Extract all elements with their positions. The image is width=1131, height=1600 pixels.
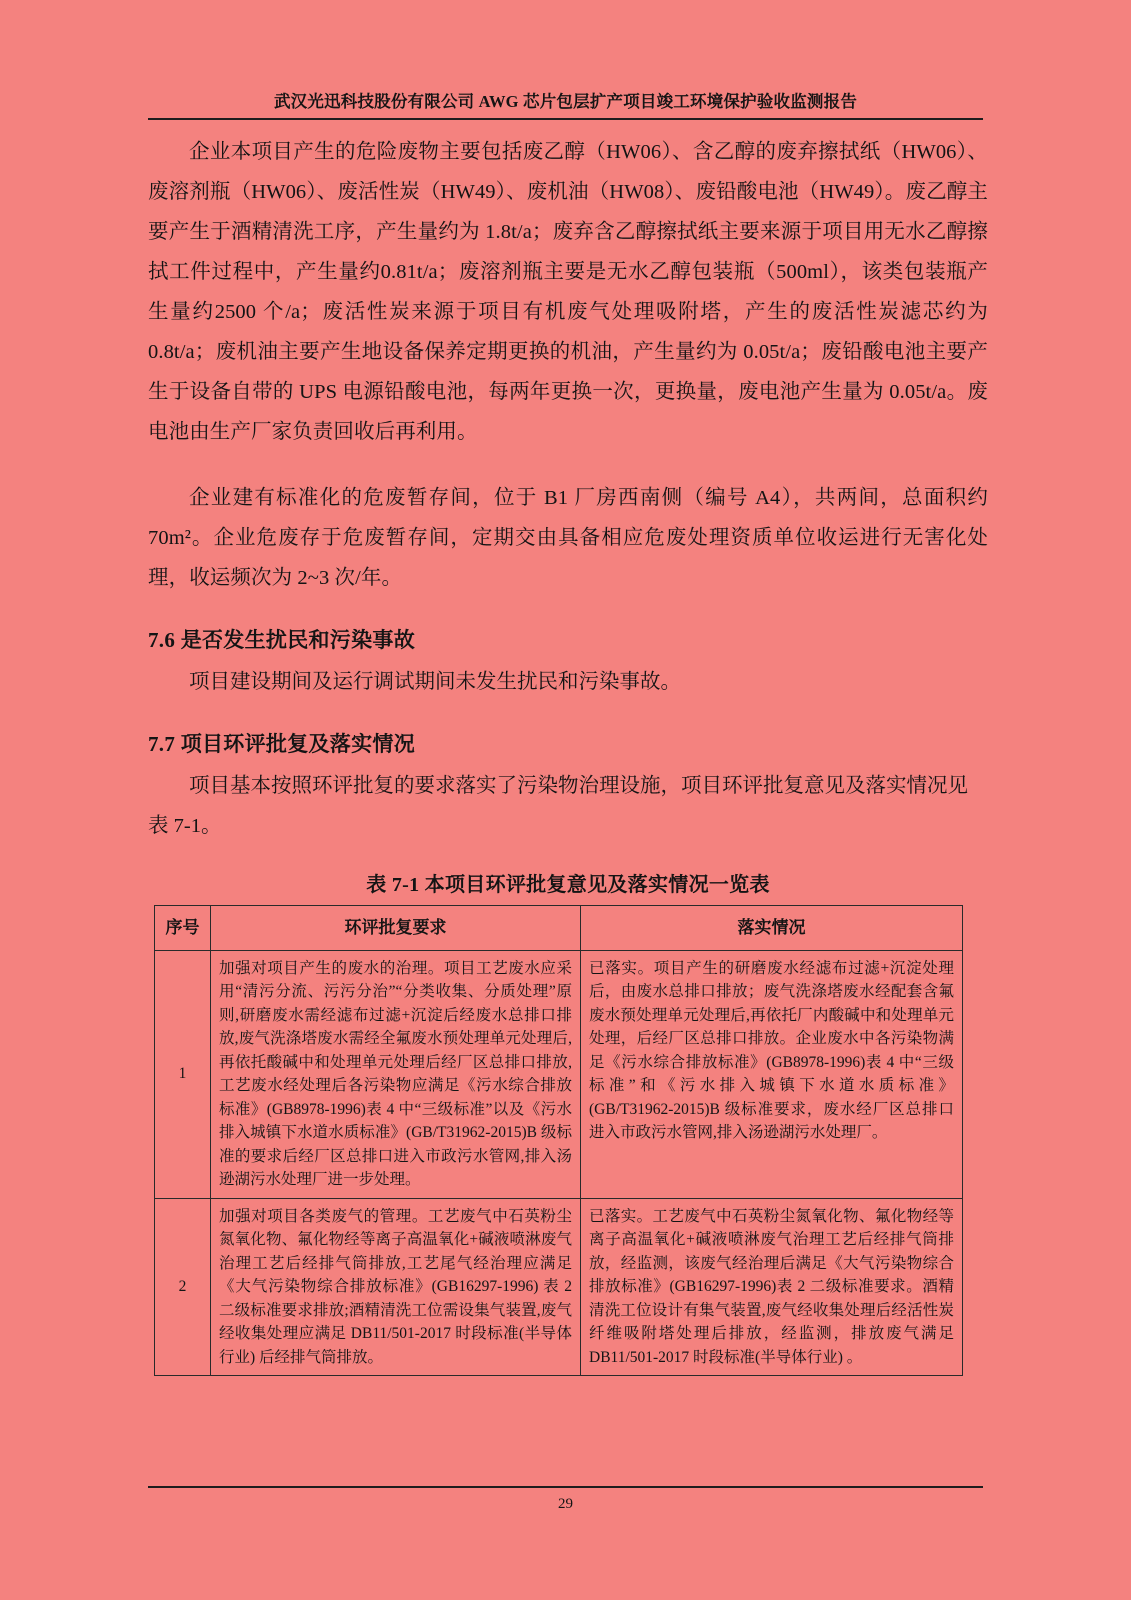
table-header-no: 序号 — [155, 906, 211, 951]
row-number: 1 — [155, 950, 211, 1198]
row-implementation: 已落实。项目产生的研磨废水经滤布过滤+沉淀处理后，由废水总排口排放；废气洗涤塔废水经配套含氟废水预处理单元处理后,再依托厂内酸碱中和处理单元处理，后经厂区总排口排放。企业废水中各污染物满足《污水综合排放标准》(GB8978-1996)表 4 中“三级标准”和《污水排入城镇下水道水质标准》(GB/T31962-2015)B 级标准要求，废水经厂区总排口进入市政污水管网,排入汤逊湖污水处理厂。 — [581, 950, 963, 1198]
table-row — [155, 950, 963, 1198]
paragraph-storage-room: 企业建有标准化的危废暂存间，位于 B1 厂房西南侧（编号 A4），共两间，总面积约70m²。企业危废存于危废暂存间，定期交由具备相应危废处理资质单位收运进行无害化处理，收运频次为 2~3 次/年。 — [148, 487, 988, 589]
header-divider — [148, 118, 983, 120]
paragraph-hazardous-waste: 企业本项目产生的危险废物主要包括废乙醇（HW06）、含乙醇的废弃擦拭纸（HW06）、废溶剂瓶（HW06）、废活性炭（HW49）、废机油（HW08）、废铅酸电池（HW49）。废乙醇主要产生于酒精清洗工序，产生量约为 1.8t/a；废弃含乙醇擦拭纸主要来源于项目用无水乙醇擦拭工件过程中，产生量约0.81t/a；废溶剂瓶主要是无水乙醇包装瓶（500ml），该类包装瓶产生量约2500 个/a；废活性炭来源于项目有机废气处理吸附塔，产生的废活性炭滤芯约为 0.8t/a；废机油主要产生地设备保养定期更换的机油，产生量约为 0.05t/a；废铅酸电池主要产生于设备自带的 UPS 电源铅酸电池，每两年更换一次，更换量，废电池产生量为 0.05t/a。废电池由生产厂家负责回收后再利用。 — [148, 141, 988, 443]
footer-divider — [148, 1486, 983, 1488]
page-content — [148, 132, 988, 1376]
table-row — [155, 1198, 963, 1376]
page-header: 武汉光迅科技股份有限公司 AWG 芯片包层扩产项目竣工环境保护验收监测报告 — [273, 92, 858, 111]
table-header-implementation: 落实情况 — [581, 906, 963, 951]
page-number: 29 — [558, 1496, 573, 1512]
row-number: 2 — [155, 1198, 211, 1376]
table-header-requirement: 环评批复要求 — [211, 906, 581, 951]
section-heading-7-7: 7.7 项目环评批复及落实情况 — [148, 732, 415, 756]
section-heading-7-6: 7.6 是否发生扰民和污染事故 — [148, 628, 415, 652]
table-caption: 表 7-1 本项目环评批复意见及落实情况一览表 — [366, 874, 770, 896]
row-requirement: 加强对项目各类废气的管理。工艺废气中石英粉尘氮氧化物、氟化物经等离子高温氧化+碱液喷淋废气治理工艺后经排气筒排放,工艺尾气经治理应满足《大气污染物综合排放标准》(GB16297-1996) 表 2 二级标准要求排放;酒精清洗工位需设集气装置,废气经收集处理应满足 DB11/501-2017 时段标准(半导体行业) 后经排气筒排放。 — [211, 1198, 581, 1376]
table-header-row — [155, 906, 963, 951]
section-text-7-6: 项目建设期间及运行调试期间未发生扰民和污染事故。 — [189, 671, 681, 693]
eia-reply-table — [154, 905, 963, 1376]
row-implementation: 已落实。工艺废气中石英粉尘氮氧化物、氟化物经等离子高温氧化+碱液喷淋废气治理工艺后经排气筒排放，经监测，该废气经治理后满足《大气污染物综合排放标准》(GB16297-1996)表 2 二级标准要求。酒精清洗工位设计有集气装置,废气经收集处理后经活性炭纤维吸附塔处理后排放，经监测，排放废气满足 DB11/501-2017 时段标准(半导体行业) 。 — [581, 1198, 963, 1376]
section-text-7-7: 项目基本按照环评批复的要求落实了污染物治理设施，项目环评批复意见及落实情况见表 7-1。 — [148, 775, 968, 837]
row-requirement: 加强对项目产生的废水的治理。项目工艺废水应采用“清污分流、污污分治”“分类收集、分质处理”原则,研磨废水需经滤布过滤+沉淀后经废水总排口排放,废气洗涤塔废水需经全氟废水预处理单元处理后,再依托酸碱中和处理单元处理后经厂区总排口排放,工艺废水经处理后各污染物应满足《污水综合排放标准》(GB8978-1996)表 4 中“三级标准”以及《污水排入城镇下水道水质标准》(GB/T31962-2015)B 级标准的要求后经厂区总排口进入市政污水管网,排入汤逊湖污水处理厂进一步处理。 — [211, 950, 581, 1198]
